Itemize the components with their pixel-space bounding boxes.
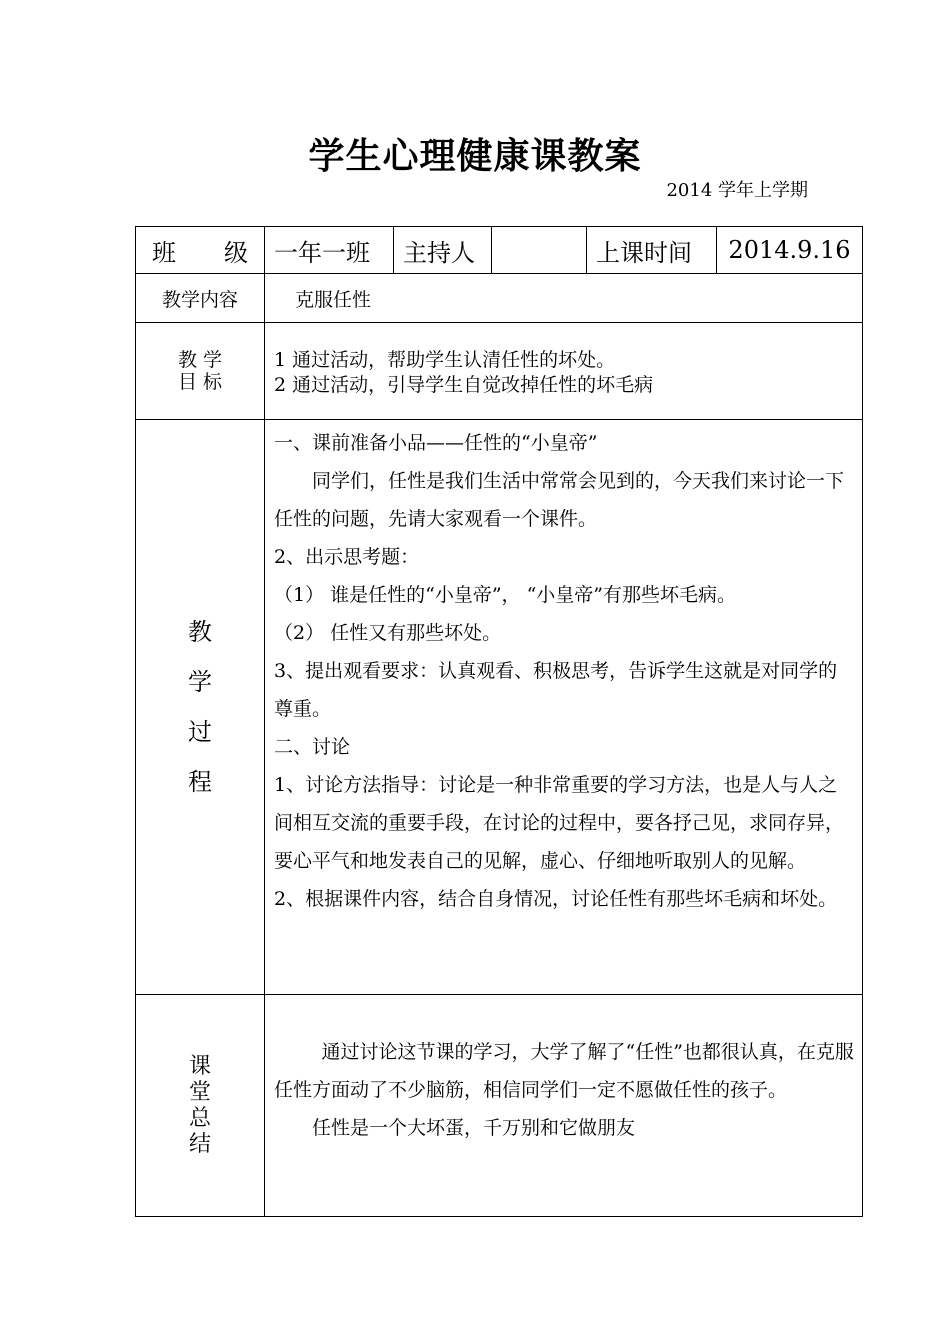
term-label: 2014 学年上学期 — [666, 180, 808, 201]
goal-item: 1 通过活动，帮助学生认清任性的坏处。 — [274, 349, 616, 371]
goals-row — [136, 323, 863, 420]
process-line: 2、根据课件内容，结合自身情况，讨论任性有那些坏毛病和坏处。 — [274, 888, 838, 910]
host-value — [492, 227, 587, 274]
process-row — [136, 420, 863, 995]
summary-line: 通过讨论这节课的学习，大学了解了“任性”也都很认真，在克服任性方面动了不少脑筋，相信同学们一定不愿做任性的孩子。 — [274, 1041, 854, 1101]
process-line: （2） 任性又有那些坏处。 — [274, 622, 502, 644]
content-row — [136, 274, 863, 323]
summary-label — [136, 995, 265, 1217]
summary-label-char: 堂 — [188, 1079, 211, 1105]
summary-line: 任性是一个大坏蛋，千万别和它做朋友 — [312, 1117, 636, 1139]
process-label-char: 程 — [188, 768, 212, 796]
summary-label-char: 总 — [188, 1105, 211, 1131]
goals-content — [265, 323, 863, 420]
process-line: 1、讨论方法指导：讨论是一种非常重要的学习方法，也是人与人之间相互交流的重要手段，在讨论的过程中，要各抒己见，求同存异，要心平气和地发表自己的见解，虚心、仔细地听取别人的见解。 — [274, 774, 845, 872]
document-title: 学生心理健康课教案 — [308, 136, 642, 177]
process-label — [136, 420, 265, 995]
goal-item: 2 通过活动，引导学生自觉改掉任性的坏毛病 — [274, 374, 654, 396]
summary-label-char: 结 — [188, 1131, 211, 1157]
class-label: 班 级 — [136, 227, 265, 274]
process-label-char: 教 — [188, 618, 212, 646]
process-line: 二、讨论 — [274, 736, 351, 758]
summary-content — [265, 995, 863, 1217]
process-line: （1） 谁是任性的“小皇帝”， “小皇帝”有那些坏毛病。 — [274, 584, 737, 606]
time-value: 2014.9.16 — [717, 227, 863, 274]
summary-row — [136, 995, 863, 1217]
process-line: 3、提出观看要求：认真观看、积极思考，告诉学生这就是对同学的尊重。 — [274, 660, 838, 720]
process-label-char: 过 — [188, 718, 212, 746]
process-label-char: 学 — [188, 668, 212, 696]
host-label: 主持人 — [394, 227, 492, 274]
goals-label-line1: 教 学 — [177, 349, 223, 371]
process-line: 一、课前准备小品——任性的“小皇帝” — [274, 432, 598, 454]
header-row — [136, 227, 863, 274]
content-value: 克服任性 — [265, 274, 863, 323]
goals-label — [136, 323, 265, 420]
process-content — [265, 420, 863, 995]
process-line: 同学们，任性是我们生活中常常会见到的，今天我们来讨论一下任性的问题，先请大家观看一个课件。 — [274, 470, 845, 530]
class-value: 一年一班 — [265, 227, 394, 274]
goals-label-line2: 目 标 — [177, 371, 223, 393]
content-label: 教学内容 — [136, 274, 265, 323]
process-line: 2、出示思考题： — [274, 546, 420, 568]
summary-label-char: 课 — [188, 1053, 211, 1079]
time-label: 上课时间 — [587, 227, 717, 274]
lesson-plan-table — [135, 226, 863, 1217]
